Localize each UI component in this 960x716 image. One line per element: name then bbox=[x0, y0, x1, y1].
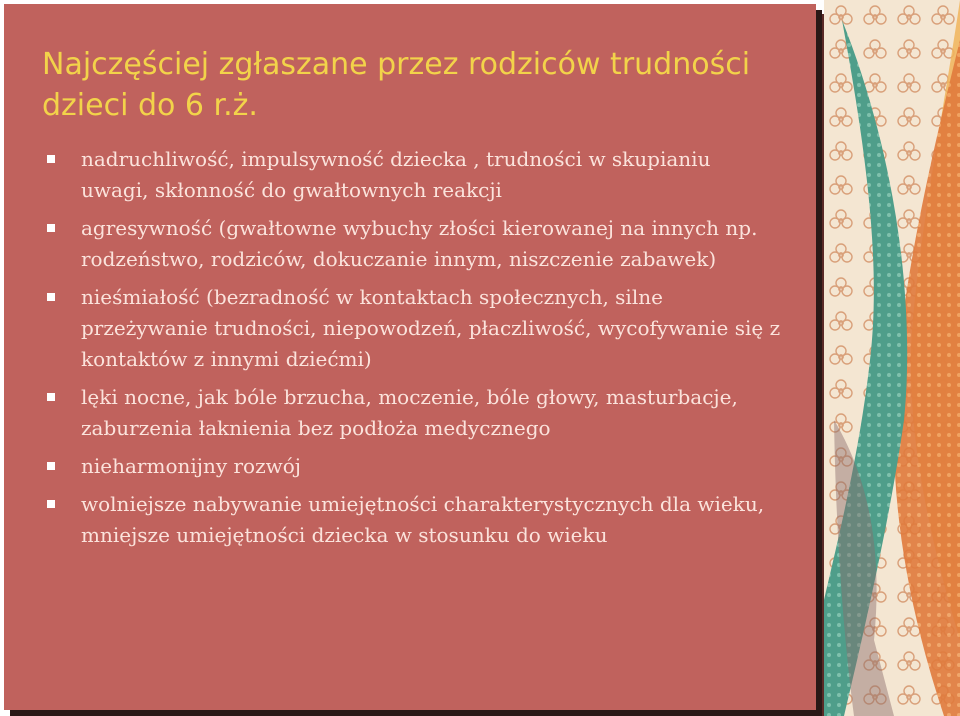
bullet-text: nadruchliwość, impulsywność dziecka , trudności w skupianiu uwagi, skłonność do gwałtownych reakcji bbox=[81, 147, 711, 202]
bullet-text: lęki nocne, jak bóle brzucha, moczenie, bóle głowy, masturbacje, zaburzenia łaknienia bez podłoża medycznego bbox=[81, 385, 738, 440]
square-bullet-icon bbox=[47, 462, 55, 470]
square-bullet-icon bbox=[47, 155, 55, 163]
content-panel bbox=[4, 4, 816, 710]
square-bullet-icon bbox=[47, 224, 55, 232]
bullet-item bbox=[44, 213, 784, 275]
bullet-text: wolniejsze nabywanie umiejętności charakterystycznych dla wieku, mniejsze umiejętności dziecka w stosunku do wieku bbox=[81, 492, 765, 547]
bullet-item bbox=[44, 144, 784, 206]
bullet-text: nieśmiałość (bezradność w kontaktach społecznych, silne przeżywanie trudności, niepowodzeń, płaczliwość, wycofywanie się z kontaktów z innymi dziećmi) bbox=[81, 285, 781, 371]
bullet-item bbox=[44, 282, 784, 375]
bullet-text: nieharmonijny rozwój bbox=[81, 454, 301, 478]
bullet-text: agresywność (gwałtowne wybuchy złości kierowanej na innych np. rodzeństwo, rodziców, dokuczanie innym, niszczenie zabawek) bbox=[81, 216, 758, 271]
bullet-item bbox=[44, 382, 784, 444]
square-bullet-icon bbox=[47, 293, 55, 301]
slide-title: Najczęściej zgłaszane przez rodziców trudności dzieci do 6 r.ż. bbox=[42, 47, 751, 123]
bullet-item bbox=[44, 451, 784, 482]
square-bullet-icon bbox=[47, 393, 55, 401]
bullet-list bbox=[44, 144, 784, 558]
decorative-border bbox=[824, 0, 960, 716]
square-bullet-icon bbox=[47, 500, 55, 508]
bullet-item bbox=[44, 489, 784, 551]
